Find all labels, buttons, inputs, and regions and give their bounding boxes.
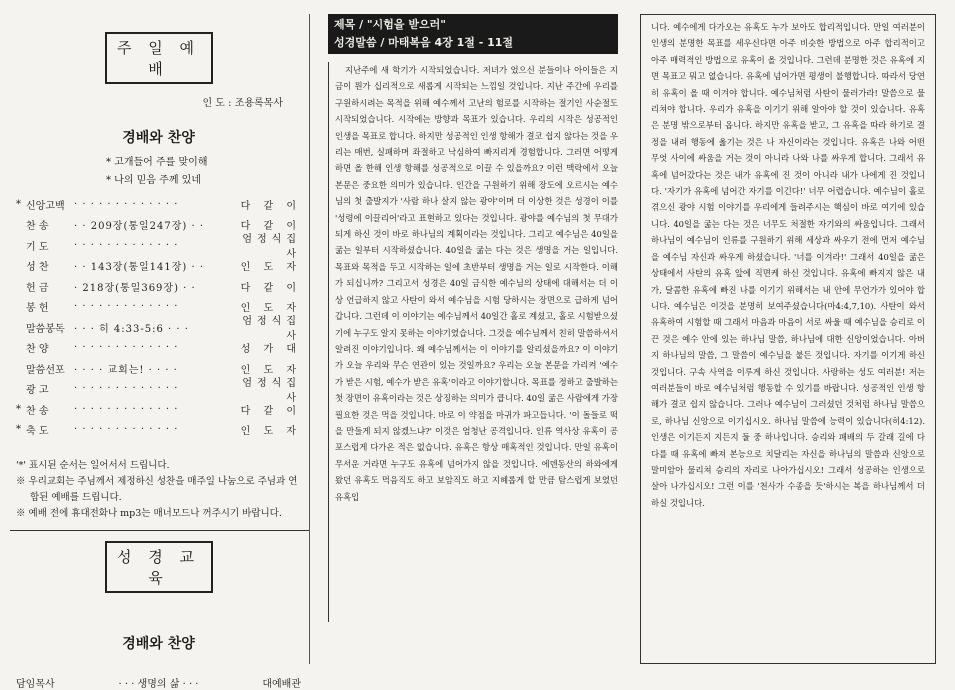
order-item: 찬 양 [26,344,49,356]
order-row [16,194,301,215]
order-who: 엄정식집사 [242,316,301,343]
order-who: 인 도 자 [240,426,301,438]
order-who: 인 도 자 [240,364,301,376]
praise-section-heading: 경배와 찬양 [122,130,195,146]
order-row [16,234,301,261]
order-row [16,420,301,441]
order-detail: · · · · · · · · · · · · · [74,403,179,415]
praise-song: * 나의 믿음 주께 있네 [106,175,201,186]
note-line: ※ 우리교회는 주님께서 제정하신 성찬을 매주일 나눔으로 주님과 연합된 예배를 드립니다. [16,476,298,503]
notes [16,458,301,522]
order-item: 광 고 [26,385,49,397]
order-row [16,377,301,404]
order-detail: · · · · · · · · · · · · · [74,239,179,251]
order-item: 신앙고백 [26,200,65,212]
leader: 담임목사 [16,679,55,690]
sermon-paragraph: 지난주에 새 학기가 시작되었습니다. 저녀가 었으신 분들이나 아이들은 지금이 뭔가 십리적으로 새롭게 시작되는 느낌일 것입니다. 지난 주간에 우리를 구원하시려는 목적을 위해 예수께서 고난의 험로를 시작하는 절기인 사순절도 시작되었습니다. 시작에는 방향과 목표가 있습니다. 우리의 시작은 성공적인 인생을 목표로 합니다. 하지만 성공적인 인생 항해가 결코 쉽지 않다는 것을 우리는 매번, 실패하며 좌절하고 낙심하여 빠지리게 경험합니다. 그러면 어떻게 하면 올 한해 인생 항해를 성공적으로 이끌 수 있을까요? 이런 맥락에서 오늘 본문은 중요한 의미가 있습니다. 인간을 구원하기 위해 장도에 오르시는 예수님의 첫 출발지가 '사람 하나 살지 않는 광야'이며 더 이상한 것은 성경이 이를 '성령에 이끌리어'라고 표현하고 있다는 것입니다. 광야를 예수님의 첫 무대가 되게 하신 것이 바로 하나님의 계획이라는 것입니다. 그리고 예수님은 40일을 굶는 일부터 시작하셨습니다. 40일을 굶는 다는 것은 생명을 거는 일입니다. 목표와 목적을 두고 시작하는 일에 초반부터 생명을 거는 일로 시작한다. 이해가 되십니까? 그리고서 성경은 40일 금식한 예수님의 상태에 대해서는 더 이상 언급하지 않고 사탄이 와서 예수님을 시험 당하시는 장면으로 급하게 넘어갑니다. 그런데 이 이야기는 예수님께서 40일간 홀로 계셨고, 홀로 시험받으셨기에 누구도 알지 못하는 이야기였습니다. 그것을 예수님께서 친히 말씀하셔서 알려진 이야기입니다. 왜 예수님께서는 이 이야기를 알리셨을까요? 이 이야기가 오늘 우리와 무슨 연관이 있는 것일까요? 우리는 오늘 본문을 가리켜 '예수가 받은 시험, 예수가 받은 유혹'이라고 이야기합니다. 목표를 정하고 출발하는 첫 장면이 유혹이라는 것은 상징하는 의미가 큽니다. 40일 굶은 사람에게 가장 필요한 것은 먹을 것입니다. 바로 이 약점을 마귀가 파고듭니다. '이 돌들로 떡을 만들게 되지 않겠느냐?' 이것은 엄청난 공격입니다. 인류 역사상 유혹이 공포스럽게 다가온 적은 없습니다. 유혹은 항상 매혹적인 것입니다. 만일 유혹이 무서운 거라면 누구도 유혹에 넘어가지 않을 것입니다. 에덴동산의 하와에게 왔던 유혹도 먹음직도 하고 보암직도 하고 지혜롭게 할 만큼 탐스럽게 보였던 유혹입 [335,65,618,502]
order-mark: * [16,403,21,415]
order-item: 말씀봉독 [26,323,65,335]
order-item: 찬 송 [26,221,49,233]
order-row [16,316,301,343]
order-who: 다 같 이 [240,221,301,233]
sermon-continued-body [651,19,925,659]
order-who: 성 가 대 [240,344,301,356]
study-title: · · · 생명의 삶 · · · [118,679,199,690]
order-detail: · 218장(통일369장) · · [74,282,196,294]
worship-order-column [10,14,310,690]
order-item: 말씀선포 [26,364,65,376]
order-who: 인 도 자 [240,262,301,274]
order-who: 다 같 이 [240,200,301,212]
order-detail: · · · · · · · · · · · · · [74,424,179,436]
sermon-body [328,62,618,622]
order-detail: · · · · · · · · · · · · · [74,301,179,313]
sermon-title: 제목 / "시험을 받으러" [334,18,446,31]
order-who: 엄정식집사 [242,377,301,404]
order-row [16,276,301,297]
order-who: 엄정식집사 [242,234,301,261]
order-item: 찬 송 [26,405,49,417]
order-mark: * [16,424,21,436]
order-detail: · · · · · · · · · · · · · [74,198,179,210]
sermon-header [328,14,618,54]
order-detail: · · · 히 4:33-5:6 · · · [74,323,189,335]
service-order-list [16,194,301,440]
order-row [16,399,301,420]
order-detail: · · 209장(통일247장) · · [74,221,205,233]
order-item: 성 찬 [26,262,49,274]
bible-study-row [16,675,301,690]
location: 대예배관 [262,679,301,690]
order-item: 헌 금 [26,282,49,294]
order-item: 봉 헌 [26,303,49,315]
order-detail: · · · · 교회는! · · · · [74,364,178,376]
order-mark: * [16,198,21,210]
sermon-column [328,14,618,664]
order-item: 축 도 [26,426,49,438]
preacher-line: 인 도 : 조용록목사 [202,98,283,109]
order-who: 다 같 이 [240,405,301,417]
scripture-reference: 성경말씀 / 마태복음 4장 1절 - 11절 [334,36,514,49]
order-row [16,338,301,359]
note-line: ※ 예배 전에 휴대전화나 mp3는 매너모드나 꺼주시기 바랍니다. [16,508,282,519]
order-who: 다 같 이 [240,282,301,294]
order-item: 기 도 [26,241,49,253]
order-detail: · · · · · · · · · · · · · [74,342,179,354]
divider [10,530,309,531]
order-detail: · · · · · · · · · · · · · [74,383,179,395]
sermon-paragraph-continued: 니다. 예수에게 다가오는 유혹도 누가 보아도 합리적입니다. 만일 여러분이 인생의 분명한 목표를 세우신다면 아주 비슷한 방법으로 아주 합리적이고 아주 매력적인 방법으로 유혹이 올 것입니다. 그런데 분명한 것은 유혹에 지면 목표고 뭐고 없습니다. 유혹에 넘어가면 평생이 불행합니다. 따라서 당연히 유혹이 올 때 이겨야 합니다. 예수님처럼 사탄이 물러가라! 말씀으로 물리쳐야 합니다. 우리가 유혹을 이기기 위해 알아야 할 것이 있습니다. 유혹은 분명 밖으로부터 옵니다. 하지만 유혹을 받고, 그 유혹을 따라 하기로 결정을 내려 행동에 옮기는 것은 나 자신이라는 것입니다. 유혹은 나와 어떤 무엇 사이에 싸움을 거는 것이 아니라 나와 나를 싸우게 합니다. 그래서 유혹에 넘어갔다는 것은 내가 유혹에 진 것이 아니라 내가 나에게 진 것입니다. '자기가 유혹에 넘어간 자기를 이긴다!' 너무 어렵습니다. 예수님이 홀로 겪으신 광야 시험 이야기를 우리에게 들려주시는 핵심이 바로 여기에 있습니다. 40일을 굶는 다는 것은 너무도 처절한 자기와의 싸움입니다. 그래서 하나님이 예수님이 인류를 구원하기 위해 세상과 싸우기 전에 먼저 예수님을 예수님 자신과 싸우게 하셨습니다. '너를 이겨라!' 그래서 40일을 굶은 상태에서 사탄의 유혹 앞에 직면케 하신 것입니다. 유혹에 빠지지 않은 내가, 달콤한 유혹에 빠진 나를 이기기 위해서는 내 안에 무언가가 있어야 합니다. 예수님은 이것을 분명히 보여주셨습니다(마4:4,7,10). 사탄이 와서 유혹하여 시험할 때 그래서 마음과 마음이 서로 싸울 때 예수님을 승리로 이끈 것은 예수 안에 있는 하나님 말씀, 하나님에 대한 신앙이었습니다. 아버지 하나님의 말씀, 그 말씀이 예수님을 붙든 것입니다. 자기를 이기게 하신 것입니다. 구속 사역을 이루게 하신 것입니다. 사랑하는 성도 여러분! 저는 여러분들이 바로 예수님처럼 행동할 수 있기를 바랍니다. 성공적인 인생 항해가 결코 쉽지 않습니다. 그러나 예수님이 그러셨던 것처럼 하나님 말씀으로, 하나님 신앙으로 이기십시오. 하나님 말씀에 능력이 있습니다(히4:12). 인생은 이기든지 지든지 둘 중 하나입니다. 승리와 패배의 두 갈래 길에 다다를 때 유혹에 빠져 본능으로 치달리는 자신을 하나님의 말씀과 신앙으로 말미암아 물리쳐 승리의 자리로 나아가십시오! 그래서 성공하는 인생으로 살아 나가십시오! 그런 이를 '천사가 수종을 듯'하시는 복을 하나님께서 더하실 것입니다. [651,22,925,508]
order-who: 인 도 자 [240,303,301,315]
order-row [16,256,301,277]
note-line: '*' 표시된 순서는 일어서서 드립니다. [16,460,170,471]
praise-song: * 고개들어 주를 맞이해 [106,157,208,168]
bible-study-title: 성 경 교 육 [105,541,213,593]
praise-section-heading-2: 경배와 찬양 [122,636,195,652]
sunday-service-title: 주 일 예 배 [105,32,213,84]
sermon-continuation-column [640,14,936,664]
order-detail: · · 143장(통일141장) · · [74,262,205,274]
